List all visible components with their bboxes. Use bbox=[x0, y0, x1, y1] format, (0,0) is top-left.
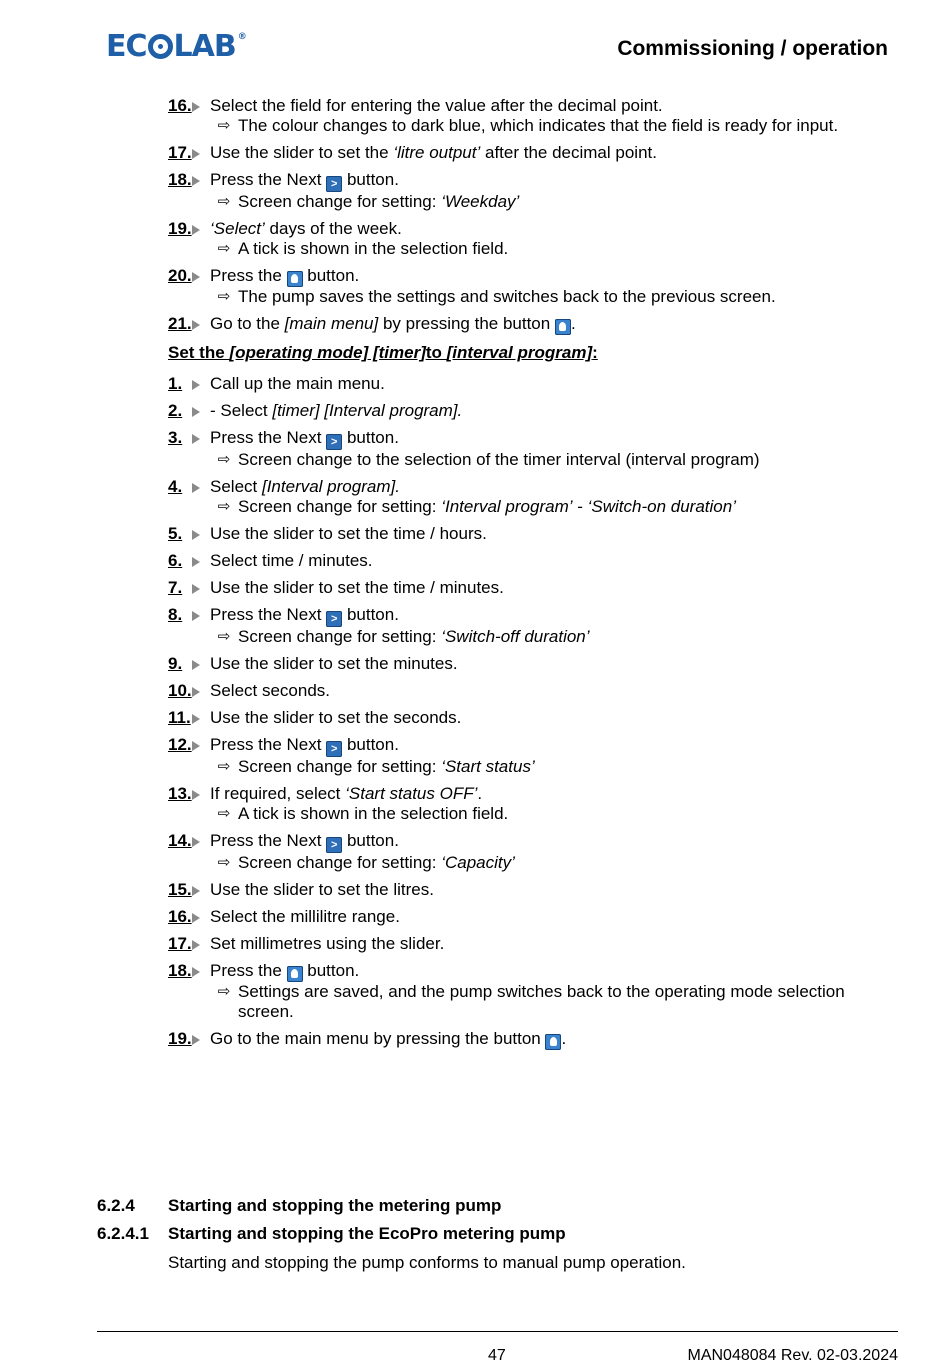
emphasis-text: ‘Interval program’ bbox=[441, 497, 573, 516]
step-arrow-icon bbox=[192, 380, 200, 390]
step-item bbox=[168, 551, 898, 571]
step-number: 13. bbox=[168, 784, 210, 824]
step-item bbox=[168, 961, 898, 1022]
step-result bbox=[210, 804, 898, 824]
step-text: Select the millilitre range. bbox=[210, 907, 400, 926]
step-text: Use the slider to set the time / minutes. bbox=[210, 578, 504, 597]
next-button-icon: > bbox=[326, 741, 342, 757]
step-arrow-icon bbox=[192, 913, 200, 923]
emphasis-text: ‘Weekday’ bbox=[441, 192, 520, 211]
step-item bbox=[168, 1029, 898, 1050]
step-arrow-icon bbox=[192, 483, 200, 493]
section-title: Starting and stopping the EcoPro metering pump bbox=[168, 1224, 566, 1243]
step-number: 16. bbox=[168, 96, 210, 136]
emphasis-text: [operating mode] [timer] bbox=[229, 343, 426, 362]
step-item bbox=[168, 831, 898, 873]
logo-o-mark bbox=[148, 34, 173, 59]
ecolab-logo: EC LAB ® bbox=[106, 28, 247, 64]
step-list-interval-program bbox=[168, 374, 898, 1050]
step-item bbox=[168, 907, 898, 927]
step-number: 17. bbox=[168, 143, 210, 163]
step-result bbox=[210, 627, 898, 647]
result-arrow-icon: ⇨ bbox=[217, 758, 231, 775]
step-number: 18. bbox=[168, 961, 210, 1022]
step-item bbox=[168, 266, 898, 307]
result-arrow-icon: ⇨ bbox=[217, 854, 231, 871]
next-button-icon: > bbox=[326, 611, 342, 627]
step-arrow-icon bbox=[192, 940, 200, 950]
step-number: 6. bbox=[168, 551, 210, 571]
document-reference: MAN048084 Rev. 02-03.2024 bbox=[687, 1347, 898, 1364]
step-text: ‘Select’ days of the week. bbox=[210, 219, 402, 238]
home-button-icon bbox=[287, 966, 303, 982]
step-text: Go to the main menu by pressing the button . bbox=[210, 1029, 567, 1048]
result-arrow-icon: ⇨ bbox=[217, 117, 231, 134]
step-arrow-icon bbox=[192, 611, 200, 621]
step-result bbox=[210, 116, 898, 136]
step-number: 11. bbox=[168, 708, 210, 728]
step-number: 21. bbox=[168, 314, 210, 335]
step-number: 2. bbox=[168, 401, 210, 421]
step-list-decimal-settings bbox=[168, 96, 898, 335]
result-text: A tick is shown in the selection field. bbox=[238, 804, 509, 823]
subheading-interval-program: Set the [operating mode] [timer]to [interval program]: bbox=[168, 343, 598, 362]
result-arrow-icon: ⇨ bbox=[217, 451, 231, 468]
step-text: If required, select ‘Start status OFF’. bbox=[210, 784, 483, 803]
step-text: Use the slider to set the minutes. bbox=[210, 654, 458, 673]
step-number: 18. bbox=[168, 170, 210, 212]
step-text: Use the slider to set the ‘litre output’ after the decimal point. bbox=[210, 143, 657, 162]
home-button-icon bbox=[287, 271, 303, 287]
step-text: Select [Interval program]. bbox=[210, 477, 400, 496]
step-arrow-icon bbox=[192, 687, 200, 697]
emphasis-text: ‘Switch-on duration’ bbox=[587, 497, 736, 516]
step-result bbox=[210, 497, 898, 517]
emphasis-text: [Interval program]. bbox=[261, 477, 400, 496]
step-arrow-icon bbox=[192, 434, 200, 444]
step-arrow-icon bbox=[192, 967, 200, 977]
result-text: A tick is shown in the selection field. bbox=[238, 239, 509, 258]
section-heading-6-2-4-1 bbox=[97, 1224, 566, 1244]
step-text: Use the slider to set the litres. bbox=[210, 880, 434, 899]
page-number: 47 bbox=[488, 1347, 506, 1364]
page-header-title: Commissioning / operation bbox=[617, 37, 888, 60]
step-item bbox=[168, 784, 898, 824]
step-arrow-icon bbox=[192, 837, 200, 847]
step-number: 20. bbox=[168, 266, 210, 307]
home-button-icon bbox=[545, 1034, 561, 1050]
step-arrow-icon bbox=[192, 557, 200, 567]
body-paragraph: Starting and stopping the pump conforms to manual pump operation. bbox=[168, 1253, 686, 1272]
step-number: 3. bbox=[168, 428, 210, 470]
result-arrow-icon: ⇨ bbox=[217, 288, 231, 305]
step-text: Use the slider to set the seconds. bbox=[210, 708, 462, 727]
result-arrow-icon: ⇨ bbox=[217, 240, 231, 257]
section-number: 6.2.4 bbox=[97, 1196, 135, 1215]
step-arrow-icon bbox=[192, 272, 200, 282]
step-item bbox=[168, 654, 898, 674]
result-arrow-icon: ⇨ bbox=[217, 628, 231, 645]
step-text: Select time / minutes. bbox=[210, 551, 373, 570]
result-text: Screen change for setting: ‘Weekday’ bbox=[238, 192, 520, 211]
step-item bbox=[168, 170, 898, 212]
step-result bbox=[210, 853, 898, 873]
emphasis-text: [timer] [Interval program]. bbox=[272, 401, 463, 420]
home-button-icon bbox=[555, 319, 571, 335]
step-arrow-icon bbox=[192, 741, 200, 751]
step-number: 19. bbox=[168, 219, 210, 259]
step-item bbox=[168, 401, 898, 421]
step-result bbox=[210, 192, 898, 212]
next-button-icon: > bbox=[326, 176, 342, 192]
footer-divider bbox=[97, 1331, 898, 1332]
emphasis-text: ‘Capacity’ bbox=[441, 853, 515, 872]
emphasis-text: ‘litre output’ bbox=[393, 143, 481, 162]
result-text: Screen change for setting: ‘Capacity’ bbox=[238, 853, 515, 872]
step-item bbox=[168, 708, 898, 728]
step-arrow-icon bbox=[192, 102, 200, 112]
step-text: Press the Next > button. bbox=[210, 170, 399, 190]
step-text: Call up the main menu. bbox=[210, 374, 385, 393]
step-item bbox=[168, 681, 898, 701]
step-arrow-icon bbox=[192, 790, 200, 800]
step-item bbox=[168, 735, 898, 777]
step-number: 10. bbox=[168, 681, 210, 701]
step-number: 14. bbox=[168, 831, 210, 873]
step-number: 19. bbox=[168, 1029, 210, 1050]
step-item bbox=[168, 934, 898, 954]
step-arrow-icon bbox=[192, 584, 200, 594]
step-item bbox=[168, 605, 898, 647]
step-text: Press the Next > button. bbox=[210, 735, 399, 755]
step-number: 4. bbox=[168, 477, 210, 517]
step-item bbox=[168, 524, 898, 544]
step-arrow-icon bbox=[192, 1035, 200, 1045]
step-number: 16. bbox=[168, 907, 210, 927]
step-item bbox=[168, 880, 898, 900]
step-arrow-icon bbox=[192, 149, 200, 159]
step-text: Select the field for entering the value after the decimal point. bbox=[210, 96, 663, 115]
step-item bbox=[168, 374, 898, 394]
step-arrow-icon bbox=[192, 407, 200, 417]
step-item bbox=[168, 428, 898, 470]
step-result bbox=[210, 982, 898, 1022]
step-result bbox=[210, 287, 898, 307]
step-text: - Select [timer] [Interval program]. bbox=[210, 401, 463, 420]
step-item bbox=[168, 143, 898, 163]
step-number: 7. bbox=[168, 578, 210, 598]
section-title: Starting and stopping the metering pump bbox=[168, 1196, 502, 1215]
result-text: Screen change for setting: ‘Start status’ bbox=[238, 757, 535, 776]
next-button-icon: > bbox=[326, 434, 342, 450]
step-number: 12. bbox=[168, 735, 210, 777]
section-heading-6-2-4 bbox=[97, 1196, 501, 1216]
result-arrow-icon: ⇨ bbox=[217, 498, 231, 515]
emphasis-text: [interval program] bbox=[446, 343, 593, 362]
step-item bbox=[168, 477, 898, 517]
step-text: Press the button. bbox=[210, 961, 360, 980]
step-result bbox=[210, 450, 898, 470]
result-text: Settings are saved, and the pump switches back to the operating mode selection screen. bbox=[238, 982, 845, 1021]
step-number: 15. bbox=[168, 880, 210, 900]
step-item bbox=[168, 219, 898, 259]
step-text: Go to the [main menu] by pressing the button . bbox=[210, 314, 576, 333]
step-arrow-icon bbox=[192, 176, 200, 186]
emphasis-text: ‘Start status’ bbox=[441, 757, 535, 776]
step-result bbox=[210, 239, 898, 259]
step-item bbox=[168, 96, 898, 136]
step-item bbox=[168, 578, 898, 598]
step-result bbox=[210, 757, 898, 777]
instruction-steps bbox=[168, 96, 898, 1057]
step-arrow-icon bbox=[192, 660, 200, 670]
result-arrow-icon: ⇨ bbox=[217, 193, 231, 210]
result-text: The colour changes to dark blue, which indicates that the field is ready for input. bbox=[238, 116, 839, 135]
step-text: Set millimetres using the slider. bbox=[210, 934, 445, 953]
step-text: Press the button. bbox=[210, 266, 360, 285]
step-text: Press the Next > button. bbox=[210, 831, 399, 851]
emphasis-text: [main menu] bbox=[284, 314, 379, 333]
result-arrow-icon: ⇨ bbox=[217, 983, 231, 1000]
step-arrow-icon bbox=[192, 530, 200, 540]
step-text: Use the slider to set the time / hours. bbox=[210, 524, 487, 543]
step-text: Select seconds. bbox=[210, 681, 331, 700]
emphasis-text: ‘Select’ bbox=[210, 219, 265, 238]
emphasis-text: ‘Switch-off duration’ bbox=[441, 627, 590, 646]
step-number: 9. bbox=[168, 654, 210, 674]
step-arrow-icon bbox=[192, 320, 200, 330]
step-item bbox=[168, 314, 898, 335]
step-number: 17. bbox=[168, 934, 210, 954]
step-number: 1. bbox=[168, 374, 210, 394]
step-number: 5. bbox=[168, 524, 210, 544]
step-arrow-icon bbox=[192, 225, 200, 235]
step-number: 8. bbox=[168, 605, 210, 647]
step-arrow-icon bbox=[192, 714, 200, 724]
result-arrow-icon: ⇨ bbox=[217, 805, 231, 822]
step-arrow-icon bbox=[192, 886, 200, 896]
step-text: Press the Next > button. bbox=[210, 428, 399, 448]
result-text: Screen change to the selection of the timer interval (interval program) bbox=[238, 450, 760, 469]
next-button-icon: > bbox=[326, 837, 342, 853]
result-text: Screen change for setting: ‘Switch-off duration’ bbox=[238, 627, 590, 646]
result-text: The pump saves the settings and switches back to the previous screen. bbox=[238, 287, 776, 306]
section-number: 6.2.4.1 bbox=[97, 1224, 149, 1243]
result-text: Screen change for setting: ‘Interval program’ - ‘Switch-on duration’ bbox=[238, 497, 736, 516]
step-text: Press the Next > button. bbox=[210, 605, 399, 625]
emphasis-text: ‘Start status OFF’ bbox=[345, 784, 478, 803]
